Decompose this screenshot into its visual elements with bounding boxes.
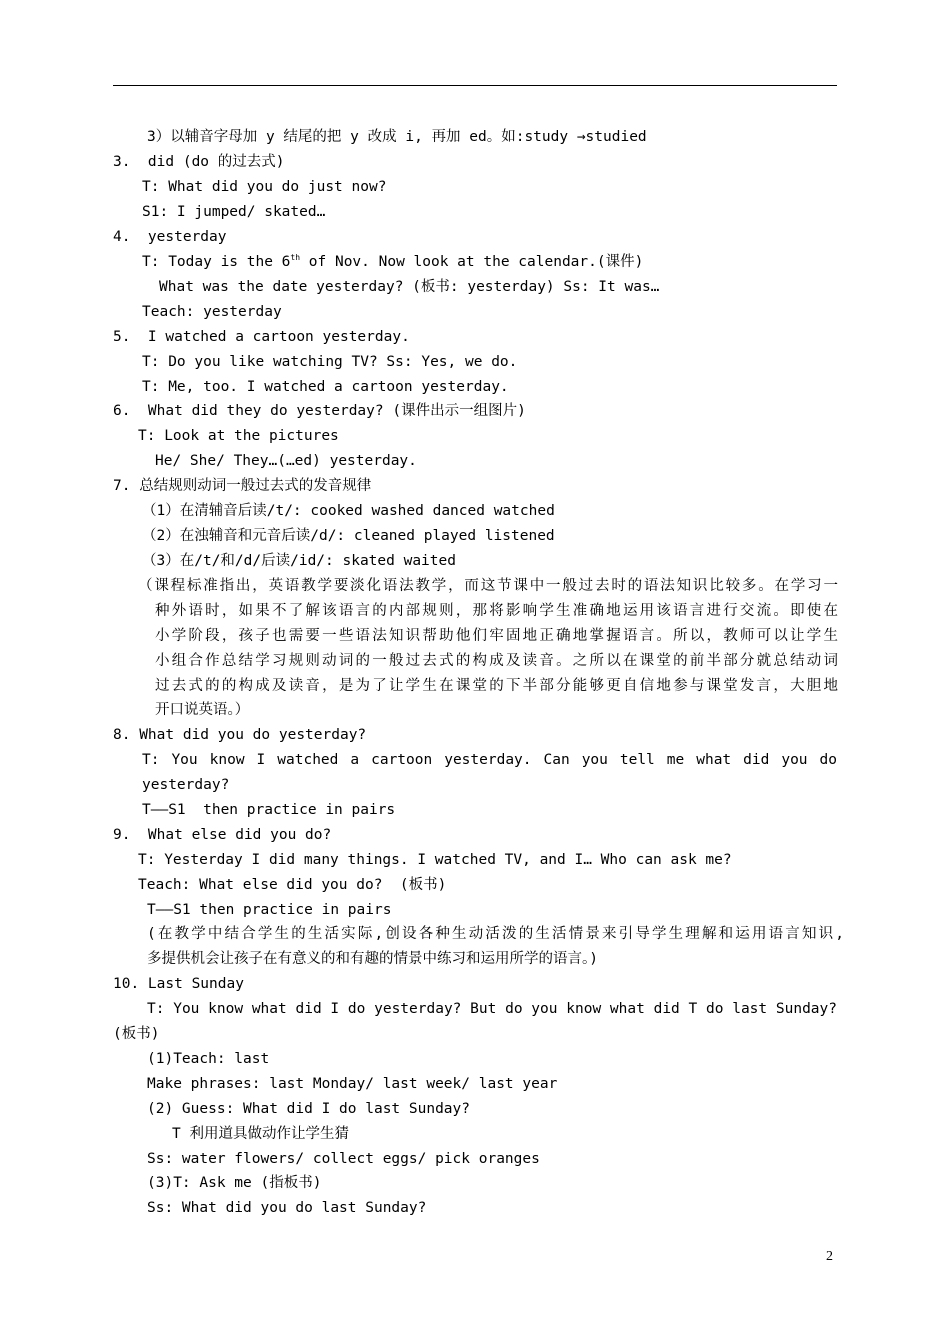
text-line: What was the date yesterday? (板书: yesterday) Ss: It was… (159, 279, 660, 295)
text-line: （2）在浊辅音和元音后读/d/: cleaned played listened (142, 528, 555, 544)
text-line: T 利用道具做动作让学生猜 (172, 1126, 349, 1142)
text-line: yesterday? (142, 777, 230, 793)
text-line: 小组合作总结学习规则动词的一般过去式的构成及读音。之所以在课堂的前半部分就总结动词 (155, 653, 838, 669)
text-line: (板书) (113, 1026, 160, 1042)
text-line: 8. What did you do yesterday? (113, 727, 367, 743)
text-line: T: Me, too. I watched a cartoon yesterday. (142, 379, 509, 395)
text-line: 小学阶段，孩子也需要一些语法知识帮助他们牢固地正确地掌握语言。所以，教师可以让学生 (155, 628, 838, 644)
text-line: 9. What else did you do? (113, 827, 332, 843)
text-line (142, 253, 643, 271)
text-line: T: Yesterday I did many things. I watched TV, and I… Who can ask me? (138, 852, 732, 868)
text-line: (在教学中结合学生的生活实际,创设各种生动活泼的生活情景来引导学生理解和运用语言知识, (147, 926, 844, 942)
text-line: (2) Guess: What did I do last Sunday? (147, 1101, 471, 1117)
text-line: T: What did you do just now? (142, 179, 387, 195)
text-line: （1）在清辅音后读/t/: cooked washed danced watched (142, 503, 555, 519)
superscript: th (290, 253, 301, 263)
text-line: 种外语时，如果不了解该语言的内部规则，那将影响学生准确地运用该语言进行交流。即使在 (155, 603, 838, 619)
text-line: 6. What did they do yesterday? (课件出示一组图片) (113, 403, 526, 419)
text-line: (3)T: Ask me (指板书) (147, 1175, 322, 1191)
text-line: 10. Last Sunday (113, 976, 244, 992)
text-line: T: Do you like watching TV? Ss: Yes, we do. (142, 354, 518, 370)
text-line: 开口说英语。） (155, 702, 250, 718)
text-line: 多提供机会让孩子在有意义的和有趣的情景中练习和运用所学的语言。) (147, 951, 598, 967)
text-line: T: Look at the pictures (138, 428, 339, 444)
text-line: Teach: yesterday (142, 304, 282, 320)
text-line: (1)Teach: last (147, 1051, 270, 1067)
text-segment: of Nov. Now look at the calendar.(课件) (300, 254, 644, 270)
text-line: Ss: water flowers/ collect eggs/ pick oranges (147, 1151, 540, 1167)
text-line: Ss: What did you do last Sunday? (147, 1200, 427, 1216)
page-number: 2 (826, 1249, 833, 1264)
text-line: 3. did (do 的过去式) (113, 154, 285, 170)
text-line: Teach: What else did you do? (板书) (138, 877, 447, 893)
text-line: T: You know I watched a cartoon yesterday. Can you tell me what did you do (142, 752, 837, 768)
text-line: 4. yesterday (113, 229, 227, 245)
text-line: （课程标准指出，英语教学要淡化语法教学，而这节课中一般过去时的语法知识比较多。在学习一 (138, 578, 838, 594)
text-line: T——S1 then practice in pairs (147, 902, 392, 918)
text-line: T: You know what did I do yesterday? But do you know what did T do last Sunday? (147, 1001, 837, 1017)
text-line: S1: I jumped/ skated… (142, 204, 326, 220)
text-line: Make phrases: last Monday/ last week/ last year (147, 1076, 558, 1092)
text-line: 过去式的的构成及读音，是为了让学生在课堂的下半部分能够更自信地参与课堂发言，大胆地 (155, 678, 838, 694)
text-line: 3）以辅音字母加 y 结尾的把 y 改成 i, 再加 ed。如:study →studied (147, 129, 647, 145)
text-line: 5. I watched a cartoon yesterday. (113, 329, 410, 345)
text-line: （3）在/t/和/d/后读/id/: skated waited (142, 553, 456, 569)
text-line: T——S1 then practice in pairs (142, 802, 396, 818)
text-segment: T: Today is the 6 (142, 254, 291, 270)
text-line: 7. 总结规则动词一般过去式的发音规律 (113, 478, 372, 494)
text-line: He/ She/ They…(…ed) yesterday. (155, 453, 417, 469)
header-rule (113, 85, 837, 86)
